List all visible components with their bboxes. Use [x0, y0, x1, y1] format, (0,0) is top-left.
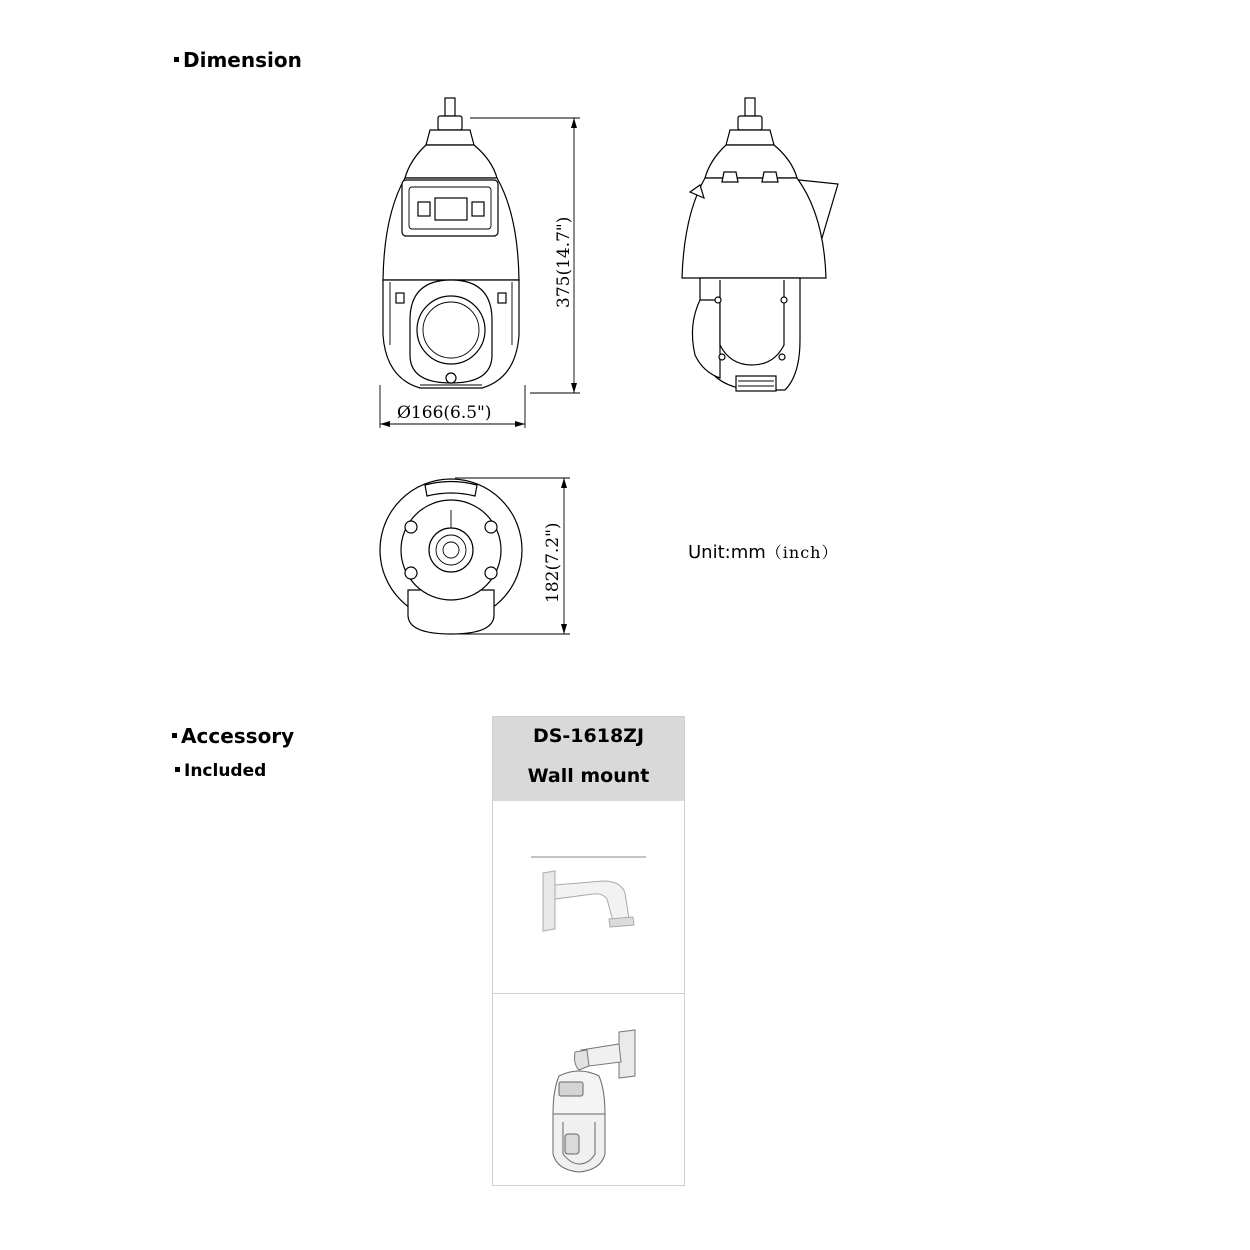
wall-mount-image-cell	[493, 801, 684, 994]
accessory-table	[492, 716, 685, 1186]
mounted-camera-image-cell	[493, 994, 684, 1186]
accessory-table-header	[493, 717, 684, 801]
accessory-model: DS-1618ZJ	[532, 725, 645, 747]
accessory-heading	[172, 724, 294, 748]
depth-label: 182(7.2")	[543, 522, 563, 603]
height-label: 375(14.7")	[554, 216, 574, 308]
side-view-drawing	[682, 98, 838, 391]
bullet-icon	[175, 767, 180, 772]
included-heading	[175, 761, 266, 781]
accessory-name: Wall mount	[527, 765, 650, 787]
bullet-icon	[172, 733, 177, 738]
mounted-camera-icon	[493, 994, 684, 1186]
diameter-label: Ø166(6.5")	[397, 403, 492, 423]
wall-mount-icon	[493, 801, 684, 993]
front-view-drawing	[380, 98, 580, 428]
accessory-title: Accessory	[181, 724, 295, 748]
unit-label	[688, 540, 838, 563]
dimension-title: Dimension	[183, 48, 302, 72]
top-view-drawing	[380, 478, 570, 634]
included-title: Included	[184, 761, 267, 781]
unit-suffix: （inch）	[765, 543, 839, 562]
unit-prefix: Unit:mm	[688, 542, 766, 563]
